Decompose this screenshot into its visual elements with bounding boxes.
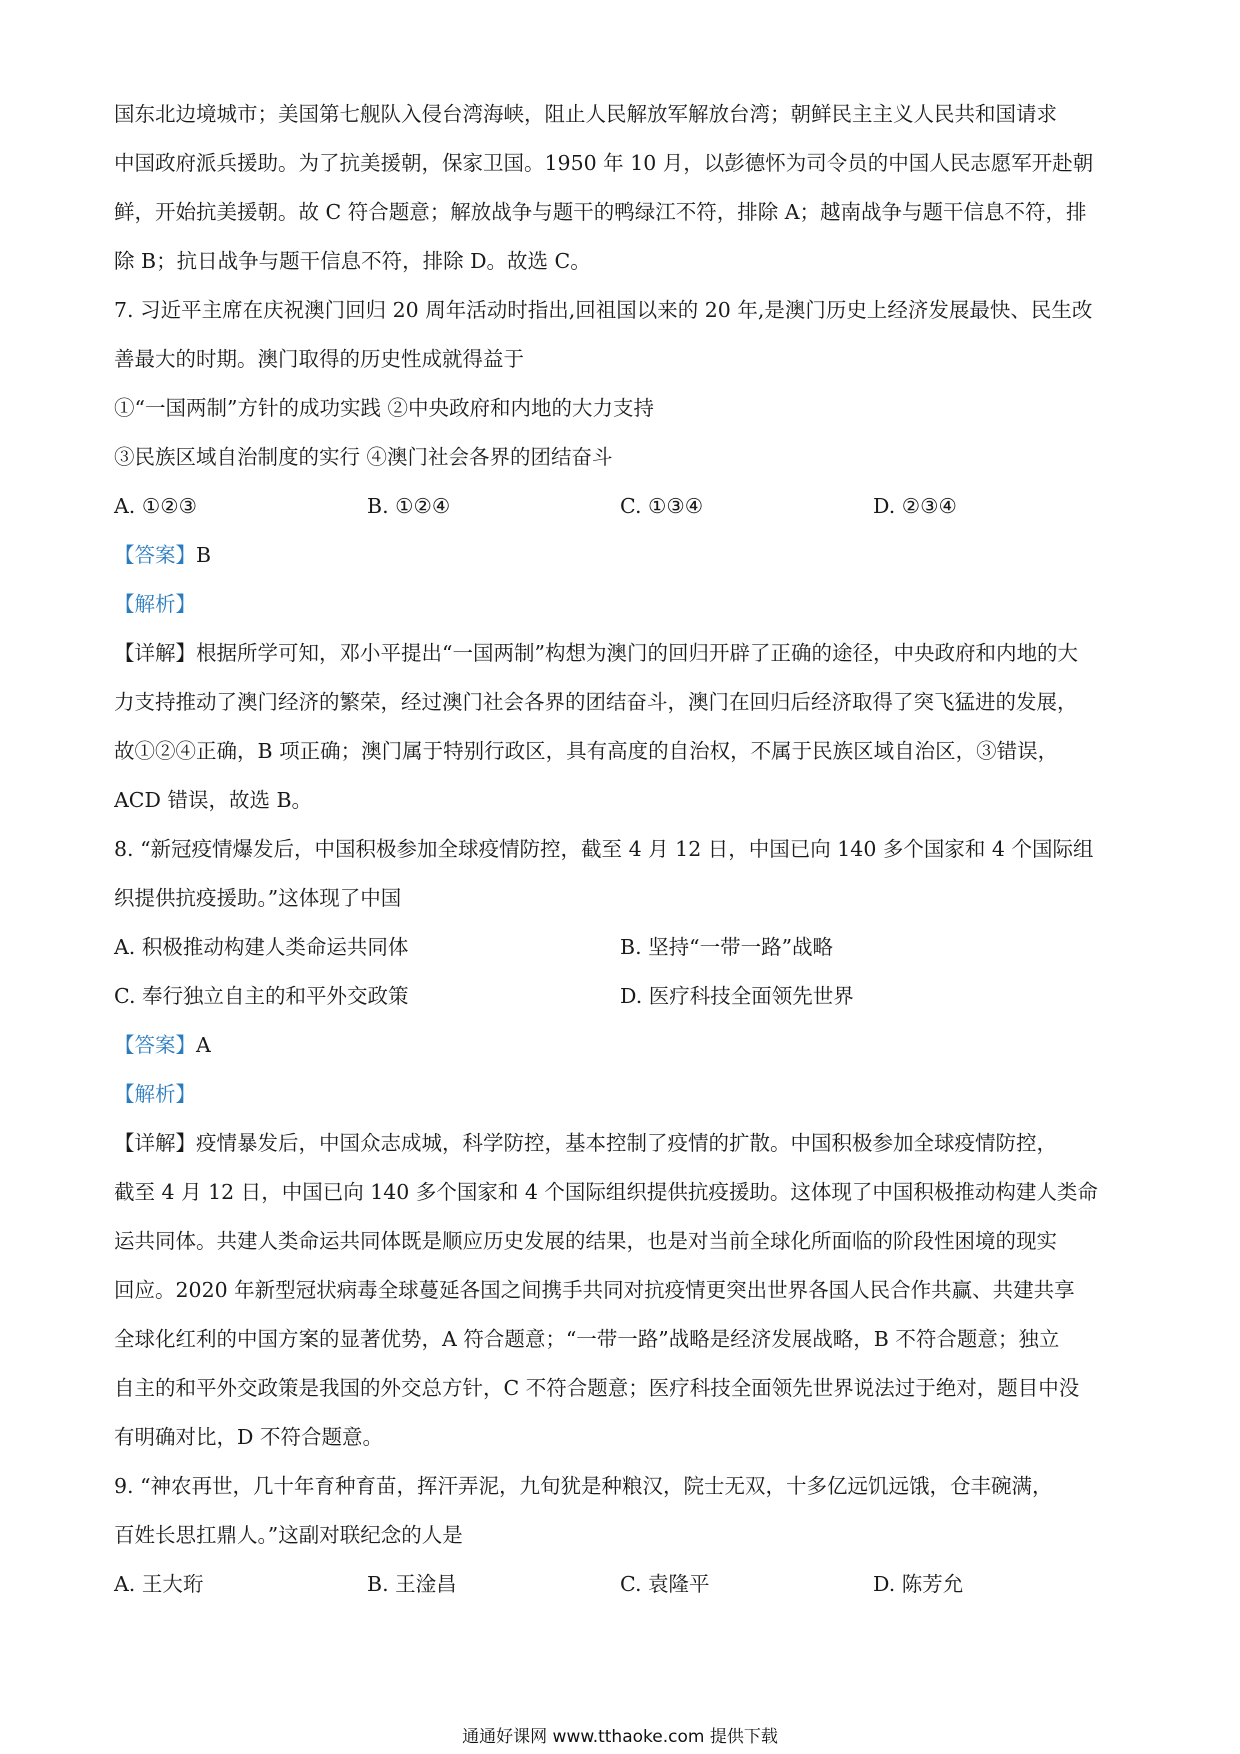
option-c: C. 奉行独立自主的和平外交政策: [114, 984, 409, 1008]
question-7-detail: ACD 错误，故选 B。: [114, 788, 313, 812]
question-8-detail: 有明确对比，D 不符合题意。: [114, 1425, 383, 1449]
option-c: C. ①③④: [620, 494, 704, 518]
question-7-detail: 故①②④正确，B 项正确；澳门属于特别行政区，具有高度的自治权，不属于民族区域自治区，③错误，: [114, 739, 1059, 763]
paragraph-line: 国东北边境城市；美国第七舰队入侵台湾海峡，阻止人民解放军解放台湾；朝鲜民主主义人民共和国请求: [114, 102, 1057, 126]
paragraph-line: 除 B；抗日战争与题干信息不符，排除 D。故选 C。: [114, 249, 591, 273]
question-8-analysis: [114, 1070, 1126, 1119]
question-8-stem: 8. “新冠疫情爆发后，中国积极参加全球疫情防控，截至 4 月 12 日，中国已向 140 多个国家和 4 个国际组: [114, 837, 1094, 861]
option-d: D. 陈芳允: [873, 1572, 964, 1596]
paragraph-line: 鲜，开始抗美援朝。故 C 符合题意；解放战争与题干的鸭绿江不符，排除 A；越南战争与题干信息不符，排: [114, 200, 1087, 224]
question-7-options: [114, 482, 1126, 531]
paragraph-line: 中国政府派兵援助。为了抗美援朝，保家卫国。1950 年 10 月，以彭德怀为司令员的中国人民志愿军开赴朝: [114, 151, 1094, 175]
question-7-analysis: [114, 580, 1126, 629]
detail-text: 根据所学可知，邓小平提出“一国两制”构想为澳门的回归开辟了正确的途径，中央政府和内地的大: [196, 641, 1078, 665]
question-8-detail: 截至 4 月 12 日，中国已向 140 多个国家和 4 个国际组织提供抗疫援助。这体现了中国积极推动构建人类命: [114, 1180, 1098, 1204]
detail-text: 疫情暴发后，中国众志成城，科学防控，基本控制了疫情的扩散。中国积极参加全球疫情防控，: [196, 1131, 1057, 1155]
question-8-detail: 运共同体。共建人类命运共同体既是顺应历史发展的结果，也是对当前全球化所面临的阶段性困境的现实: [114, 1229, 1057, 1253]
page-footer: 通通好课网 www.tthaoke.com 提供下载: [462, 1727, 778, 1747]
question-7-detail: [114, 629, 1126, 678]
option-a: A. 积极推动构建人类命运共同体: [114, 935, 409, 959]
question-9-options: [114, 1560, 1126, 1609]
option-b: B. 王淦昌: [367, 1572, 457, 1596]
option-d: D. 医疗科技全面领先世界: [620, 984, 854, 1008]
option-a: A. 王大珩: [114, 1572, 204, 1596]
answer-value: B: [196, 543, 212, 567]
question-7-item: ③民族区域自治制度的实行 ④澳门社会各界的团结奋斗: [114, 445, 613, 469]
detail-tag: 【详解】: [114, 1131, 196, 1155]
question-7-stem: 7. 习近平主席在庆祝澳门回归 20 周年活动时指出,回祖国以来的 20 年,是澳门历史上经济发展最快、民生改: [114, 298, 1093, 322]
question-7-detail: 力支持推动了澳门经济的繁荣，经过澳门社会各界的团结奋斗，澳门在回归后经济取得了突飞猛进的发展，: [114, 690, 1078, 714]
detail-tag: 【详解】: [114, 641, 196, 665]
question-7-answer: [114, 531, 1126, 580]
question-8-detail: 回应。2020 年新型冠状病毒全球蔓延各国之间携手共同对抗疫情更突出世界各国人民合作共赢、共建共享: [114, 1278, 1075, 1302]
question-8-detail: [114, 1119, 1126, 1168]
option-b: B. ①②④: [367, 494, 451, 518]
option-c: C. 袁隆平: [620, 1572, 710, 1596]
question-8-stem: 织提供抗疫援助。”这体现了中国: [114, 886, 402, 910]
question-8-detail: 全球化红利的中国方案的显著优势，A 符合题意；“一带一路”战略是经济发展战略，B 不符合题意；独立: [114, 1327, 1060, 1351]
answer-value: A: [196, 1033, 211, 1057]
question-7-item: ①“一国两制”方针的成功实践 ②中央政府和内地的大力支持: [114, 396, 654, 420]
question-8-answer: [114, 1021, 1126, 1070]
page-content: [114, 90, 1126, 1609]
question-8-detail: 自主的和平外交政策是我国的外交总方针，C 不符合题意；医疗科技全面领先世界说法过于绝对，题目中没: [114, 1376, 1080, 1400]
analysis-tag: 【解析】: [114, 1082, 196, 1106]
option-b: B. 坚持“一带一路”战略: [620, 935, 834, 959]
question-7-stem: 善最大的时期。澳门取得的历史性成就得益于: [114, 347, 524, 371]
option-a: A. ①②③: [114, 494, 197, 518]
question-9-stem: 百姓长思扛鼎人。”这副对联纪念的人是: [114, 1523, 463, 1547]
question-8-options: [114, 923, 1126, 972]
option-d: D. ②③④: [873, 494, 957, 518]
answer-tag: 【答案】: [114, 1033, 196, 1057]
analysis-tag: 【解析】: [114, 592, 196, 616]
answer-tag: 【答案】: [114, 543, 196, 567]
question-8-options: [114, 972, 1126, 1021]
question-9-stem: 9. “神农再世，几十年育种育苗，挥汗弄泥，九旬犹是种粮汉，院士无双，十多亿远饥远饿，仓丰碗满，: [114, 1474, 1053, 1498]
